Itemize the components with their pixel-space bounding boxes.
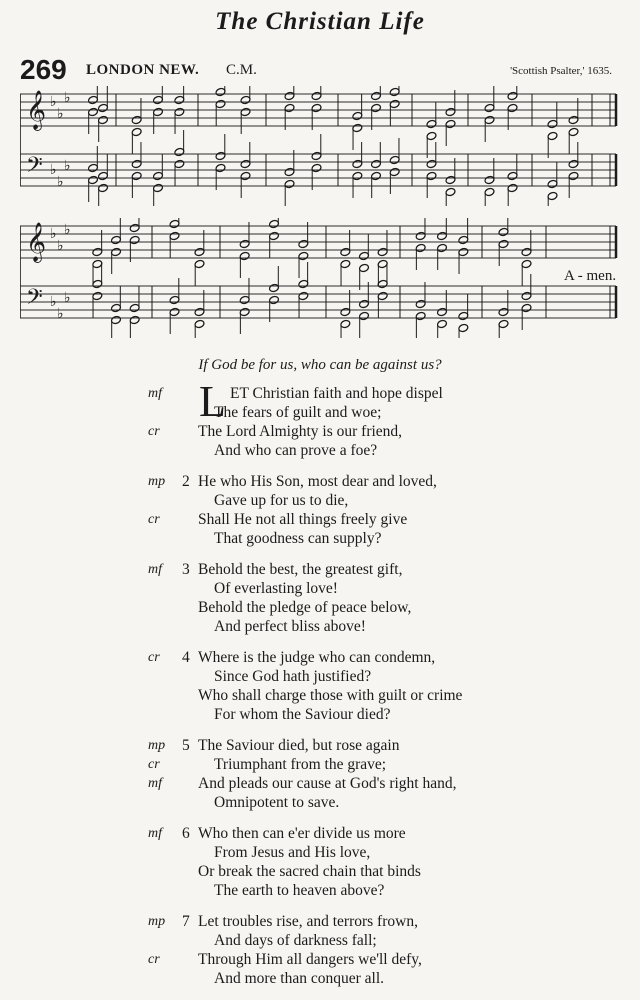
verse-5: [0, 736, 640, 812]
verse-line: [0, 510, 640, 529]
verse-text: Gave up for us to die,: [214, 492, 349, 509]
verse-line: [0, 560, 640, 579]
dynamic-mark: cr: [148, 650, 160, 665]
page-title: The Christian Life: [215, 8, 425, 35]
verse-number: 6: [182, 825, 190, 842]
verse-line: [0, 422, 640, 441]
hymn-number: 269: [20, 54, 67, 85]
dynamic-mark: mp: [148, 914, 166, 929]
verse-text: And perfect bliss above!: [214, 618, 366, 635]
verse-text: Behold the pledge of peace below,: [198, 599, 412, 616]
flat-icon: ♭: [64, 90, 71, 106]
verse-text: From Jesus and His love,: [214, 844, 371, 861]
verse-text: And more than conquer all.: [214, 970, 385, 987]
verse-text: Where is the judge who can condemn,: [198, 649, 436, 666]
music-system-1: [20, 86, 620, 206]
verse-line: [0, 491, 640, 510]
verse-line: [0, 824, 640, 843]
treble-staff: [20, 218, 616, 290]
flat-icon: ♭: [50, 294, 57, 310]
verse-4: [0, 648, 640, 724]
verse-line: [0, 912, 640, 931]
hymn-header: [20, 56, 620, 86]
tune-name: LONDON NEW.: [86, 62, 200, 78]
epigraph: If God be for us, who can be against us?: [198, 357, 442, 373]
system-2-svg: [20, 218, 620, 338]
flat-icon: ♭: [50, 226, 57, 242]
verse-text: That goodness can supply?: [214, 530, 382, 547]
amen-label: A - men.: [564, 268, 617, 284]
system-1-svg: [20, 86, 620, 206]
verse-number: 4: [182, 649, 190, 666]
flat-icon: ♭: [64, 158, 71, 174]
verse-line: [0, 667, 640, 686]
verse-line: [0, 598, 640, 617]
verse-text: Or break the sacred chain that binds: [198, 863, 421, 880]
verse-line: [0, 579, 640, 598]
flat-icon: ♭: [64, 290, 71, 306]
bass-staff: [20, 130, 616, 206]
flat-icon: ♭: [64, 222, 71, 238]
verse-text: Who then can e'er divide us more: [198, 825, 406, 842]
dynamic-mark: mp: [148, 474, 166, 489]
verse-text: ET Christian faith and hope dispel: [230, 385, 443, 402]
verse-text: Since God hath justified?: [214, 668, 372, 685]
verse-text: Who shall charge those with guilt or crime: [198, 687, 463, 704]
verse-text: Behold the best, the greatest gift,: [198, 561, 403, 578]
verse-6: [0, 824, 640, 900]
verse-line: [0, 617, 640, 636]
verses: [0, 377, 640, 1000]
verse-line: [0, 843, 640, 862]
verse-3: [0, 560, 640, 636]
flat-icon: ♭: [57, 174, 64, 190]
verse-line: [0, 736, 640, 755]
verse-line: [0, 441, 640, 460]
verse-line: [0, 648, 640, 667]
dynamic-mark: mp: [148, 738, 166, 753]
bass-clef-icon: 𝄢: [26, 285, 43, 315]
dynamic-mark: mf: [148, 386, 162, 401]
verse-line: [0, 472, 640, 491]
dynamic-mark: mf: [148, 826, 162, 841]
dynamic-mark: mf: [148, 776, 162, 791]
meter: C.M.: [226, 62, 257, 78]
verse-text: Through Him all dangers we'll defy,: [198, 951, 422, 968]
verse-text: The Lord Almighty is our friend,: [198, 423, 403, 440]
flat-icon: ♭: [57, 238, 64, 254]
bass-staff: [20, 262, 616, 338]
treble-staff: [20, 86, 616, 158]
verse-number: 2: [182, 473, 190, 490]
verse-text: Shall He not all things freely give: [198, 511, 408, 528]
verse-text: And pleads our cause at God's right hand,: [198, 775, 457, 792]
treble-clef-icon: 𝄞: [26, 222, 47, 262]
flat-icon: ♭: [50, 162, 57, 178]
verse-text: For whom the Saviour died?: [214, 706, 391, 723]
verse-text: The Saviour died, but rose again: [198, 737, 400, 754]
verse-line: [0, 931, 640, 950]
verse-text: Omnipotent to save.: [214, 794, 340, 811]
dynamic-mark: cr: [148, 512, 160, 527]
verse-text: And who can prove a foe?: [214, 442, 378, 459]
verse-line: [0, 686, 640, 705]
drop-cap: L: [199, 377, 226, 426]
verse-text: The fears of guilt and woe;: [214, 404, 382, 421]
verse-2: [0, 472, 640, 548]
dynamic-mark: cr: [148, 952, 160, 967]
verse-line: [0, 403, 640, 422]
verse-line: [0, 755, 640, 774]
verse-line: [0, 862, 640, 881]
verse-7: [0, 912, 640, 988]
verse-text: The earth to heaven above?: [214, 882, 385, 899]
verse-number: 5: [182, 737, 190, 754]
verse-line: [0, 529, 640, 548]
verse-line: [0, 881, 640, 900]
verse-1: [0, 377, 640, 460]
verse-text: He who His Son, most dear and loved,: [198, 473, 437, 490]
verse-text: Of everlasting love!: [214, 580, 338, 597]
verse-line: [0, 705, 640, 724]
music-system-2: [20, 218, 620, 338]
verse-line: [0, 774, 640, 793]
flat-icon: ♭: [57, 306, 64, 322]
verse-line: [0, 950, 640, 969]
verse-line: [0, 969, 640, 988]
flat-icon: ♭: [57, 106, 64, 122]
attribution: 'Scottish Psalter,' 1635.: [510, 65, 612, 77]
flat-icon: ♭: [50, 94, 57, 110]
verse-number: 7: [182, 913, 190, 930]
verse-number: 3: [182, 561, 190, 578]
verse-line: [0, 793, 640, 812]
treble-clef-icon: 𝄞: [26, 90, 47, 130]
bass-clef-icon: 𝄢: [26, 153, 43, 183]
dynamic-mark: mf: [148, 562, 162, 577]
dynamic-mark: cr: [148, 424, 160, 439]
dynamic-mark: cr: [148, 757, 160, 772]
verse-text: Triumphant from the grave;: [214, 756, 387, 773]
verse-text: And days of darkness fall;: [214, 932, 377, 949]
verse-text: Let troubles rise, and terrors frown,: [198, 913, 418, 930]
